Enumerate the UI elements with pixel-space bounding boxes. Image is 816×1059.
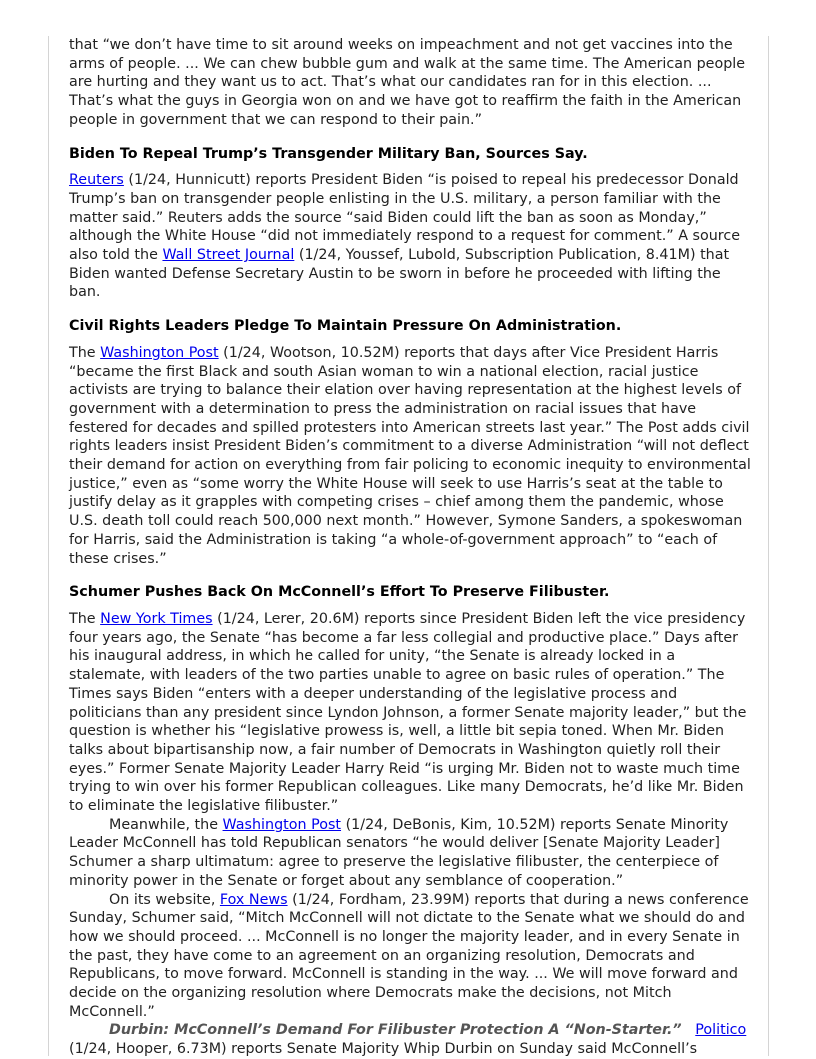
document-body — [69, 36, 751, 1059]
headline-transgender-ban: Biden To Repeal Trump’s Transgender Military Ban, Sources Say. — [69, 145, 588, 162]
washington-post-link[interactable]: Washington Post — [100, 344, 219, 361]
nyt-link[interactable]: New York Times — [100, 610, 213, 627]
fox-news-link[interactable]: Fox News — [219, 891, 288, 908]
intro-paragraph: that “we don’t have time to sit around weeks on impeachment and not get vaccines into the arms of people. ... We can chew bubble gum and walk at the same time. The American people are hurting and they want us to act. That’s what our candidates ran for in this election. ... That’s what the guys in Georgia won on and we have got to reaffirm the faith in the American people in government that we can respond to their pain.” — [69, 37, 746, 128]
subheadline-durbin: Durbin: McConnell’s Demand For Filibuster Protection A “Non-Starter.” — [109, 1022, 682, 1039]
article-paragraph: Reuters (1/24, Hunnicutt) reports President Biden “is poised to repeal his predecessor Donald Trump’s ban on transgender people enlisting in the U.S. military, a person familiar with the matter said.” Reuters adds the source “said Biden could lift the ban as soon as Monday,” although the White House “did not immediately respond to a request for comment.” A source also told the Wall Street Journal (1/24, Youssef, Lubold, Subscription Publication, 8.41M) that Biden wanted Defense Secretary Austin to be sworn in before he proceeded with lifting the ban. — [69, 172, 741, 301]
politico-link[interactable]: Politico — [695, 1022, 747, 1039]
article-paragraph: On its website, Fox News (1/24, Fordham, 23.99M) reports that during a news conference Sunday, Schumer said, “Mitch McConnell will not dictate to the Senate what we should do and how we should proceed. ... McConnell is no longer the majority leader, and in every Senate in the past, they have come to an agreement on an organizing resolution, Democrats and Republicans, to move forward. McConnell is standing in the way. ... We will move forward and decide on the organizing resolution where Democrats make the decisions, not Mitch McConnell.” — [69, 891, 749, 1020]
headline-civil-rights: Civil Rights Leaders Pledge To Maintain Pressure On Administration. — [69, 318, 622, 335]
reuters-link[interactable]: Reuters — [69, 172, 124, 189]
wsj-link[interactable]: Wall Street Journal — [162, 247, 295, 264]
article-paragraph: The Washington Post (1/24, Wootson, 10.52M) reports that days after Vice President Harris “became the first Black and south Asian woman to win a national election, racial justice activists are trying to balance their elation over having representation at the highest levels of government with a determination to press the administration on racial issues that have festered for decades and spilled protesters into American streets last year.” The Post adds civil rights leaders insist President Biden’s commitment to a diverse Administration “will not deflect their demand for action on everything from fair policing to economic inequity to environmental justice,” even as “some worry the White House will seek to use Harris’s seat at the table to justify delay as it grapples with competing crises – chief among them the pandemic, whose U.S. death toll could reach 500,000 next month.” However, Symone Sanders, a spokeswoman for Harris, said the Administration is taking “a whole-of-government approach” to “each of these crises.” — [69, 344, 751, 567]
washington-post-link[interactable]: Washington Post — [222, 816, 342, 833]
article-paragraph: The New York Times (1/24, Lerer, 20.6M) reports since President Biden left the vice presidency four years ago, the Senate “has become a far less collegial and productive place.” Days after his inaugural address, in which he called for unity, “the Senate is already locked in a stalemate, with leaders of the two parties unable to agree on basic rules of operation.” The Times says Biden “enters with a deeper understanding of the legislative process and politicians than any president since Lyndon Johnson, a former Senate majority leader,” but the question is whether his “legislative prowess is, well, a little bit sepia toned. When Mr. Biden talks about bipartisanship now, a fair number of Democrats in Washington quietly roll their eyes.” Former Senate Majority Leader Harry Reid “is urging Mr. Biden not to waste much time trying to win over his former Republican colleagues. Like many Democrats, he’d like Mr. Biden to eliminate the legislative filibuster.” — [69, 610, 747, 815]
headline-filibuster: Schumer Pushes Back On McConnell’s Effort To Preserve Filibuster. — [69, 584, 610, 601]
page-frame — [48, 36, 769, 1056]
article-paragraph: Durbin: McConnell’s Demand For Filibuster Protection A “Non-Starter.” Politico (1/24, Hooper, 6.73M) reports Senate Majority Whip Durbin on Sunday said McConnell’s — [69, 1022, 747, 1058]
article-paragraph: Meanwhile, the Washington Post (1/24, DeBonis, Kim, 10.52M) reports Senate Minority Leader McConnell has told Republican senators “he would deliver [Senate Majority Leader] Schumer a sharp ultimatum: agree to preserve the legislative filibuster, the centerpiece of minority power in the Senate or forget about any semblance of cooperation.” — [69, 816, 729, 889]
